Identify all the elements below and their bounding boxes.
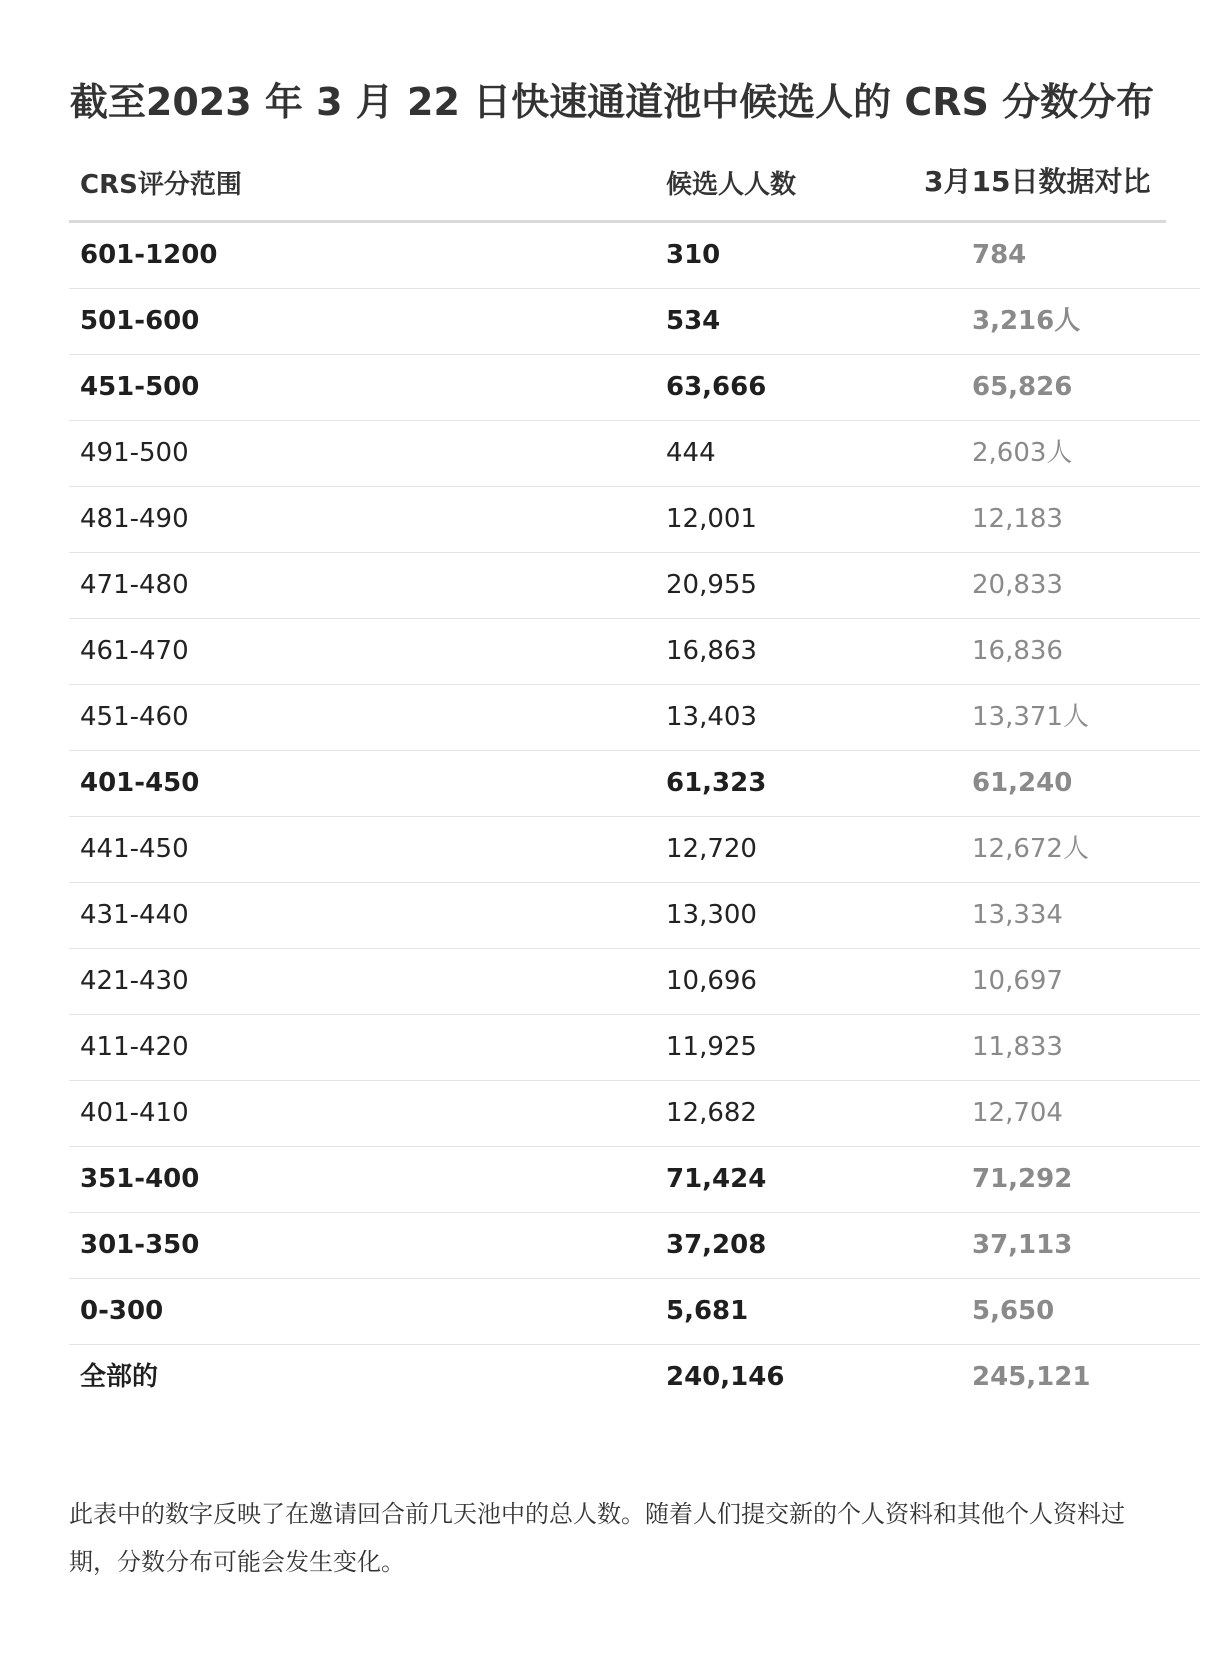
cell-march15-compare: 11,833: [972, 1032, 1063, 1062]
cell-score-range: 491-500: [80, 438, 189, 468]
cell-march15-compare: 245,121: [972, 1362, 1091, 1392]
cell-candidate-count: 310: [666, 240, 721, 270]
header-score-range: CRS评分范围: [80, 170, 242, 200]
cell-score-range: 421-430: [80, 966, 189, 996]
cell-score-range: 431-440: [80, 900, 189, 930]
cell-march15-compare: 71,292: [972, 1164, 1073, 1194]
cell-score-range: 401-410: [80, 1098, 189, 1128]
table-row: [69, 553, 1200, 619]
table-row: [69, 1279, 1200, 1345]
table-row: [69, 685, 1200, 751]
cell-candidate-count: 61,323: [666, 768, 767, 798]
cell-march15-compare: 12,704: [972, 1098, 1063, 1128]
table-row: [69, 751, 1200, 817]
cell-march15-compare: 37,113: [972, 1230, 1073, 1260]
table-row: [69, 487, 1200, 553]
cell-candidate-count: 5,681: [666, 1296, 749, 1326]
table-body: [69, 223, 1200, 1410]
cell-score-range: 411-420: [80, 1032, 189, 1062]
cell-candidate-count: 11,925: [666, 1032, 757, 1062]
cell-candidate-count: 16,863: [666, 636, 757, 666]
cell-candidate-count: 12,001: [666, 504, 757, 534]
cell-candidate-count: 12,682: [666, 1098, 757, 1128]
cell-candidate-count: 13,300: [666, 900, 757, 930]
cell-march15-compare: 10,697: [972, 966, 1063, 996]
cell-candidate-count: 534: [666, 306, 721, 336]
cell-candidate-count: 13,403: [666, 702, 757, 732]
cell-score-range: 301-350: [80, 1230, 200, 1260]
table-footnote: 此表中的数字反映了在邀请回合前几天池中的总人数。随着人们提交新的个人资料和其他个人资料过期，分数分布可能会发生变化。: [69, 1500, 1125, 1576]
cell-score-range: 451-500: [80, 372, 200, 402]
table-row: [69, 223, 1200, 289]
cell-march15-compare: 65,826: [972, 372, 1073, 402]
cell-march15-compare: 16,836: [972, 636, 1063, 666]
page-title: 截至2023 年 3 月 22 日快速通道池中候选人的 CRS 分数分布: [69, 80, 1155, 124]
cell-score-range: 全部的: [80, 1362, 159, 1392]
cell-candidate-count: 10,696: [666, 966, 757, 996]
cell-march15-compare: 784: [972, 240, 1027, 270]
header-march15-compare: 3月15日数据对比: [924, 165, 1151, 198]
cell-candidate-count: 12,720: [666, 834, 757, 864]
cell-march15-compare: 13,371人: [972, 702, 1089, 732]
cell-march15-compare: 2,603人: [972, 438, 1073, 468]
table-row: [69, 883, 1200, 949]
cell-score-range: 461-470: [80, 636, 189, 666]
table-row: [69, 421, 1200, 487]
cell-march15-compare: 12,183: [972, 504, 1063, 534]
cell-score-range: 351-400: [80, 1164, 200, 1194]
cell-score-range: 0-300: [80, 1296, 164, 1326]
table-row: [69, 1345, 1200, 1410]
cell-score-range: 401-450: [80, 768, 200, 798]
header-candidate-count: 候选人人数: [666, 170, 797, 200]
cell-score-range: 441-450: [80, 834, 189, 864]
table-row: [69, 1147, 1200, 1213]
crs-distribution-table: [69, 152, 1200, 1410]
cell-candidate-count: 37,208: [666, 1230, 767, 1260]
cell-march15-compare: 20,833: [972, 570, 1063, 600]
table-row: [69, 289, 1200, 355]
cell-march15-compare: 61,240: [972, 768, 1073, 798]
cell-candidate-count: 444: [666, 438, 716, 468]
cell-candidate-count: 63,666: [666, 372, 767, 402]
cell-march15-compare: 12,672人: [972, 834, 1089, 864]
cell-candidate-count: 240,146: [666, 1362, 785, 1392]
cell-score-range: 601-1200: [80, 240, 218, 270]
cell-march15-compare: 13,334: [972, 900, 1063, 930]
cell-candidate-count: 71,424: [666, 1164, 767, 1194]
cell-score-range: 481-490: [80, 504, 189, 534]
table-row: [69, 1213, 1200, 1279]
cell-score-range: 501-600: [80, 306, 200, 336]
table-row: [69, 619, 1200, 685]
cell-score-range: 471-480: [80, 570, 189, 600]
table-row: [69, 949, 1200, 1015]
table-header-row: [69, 152, 1166, 223]
cell-march15-compare: 5,650: [972, 1296, 1055, 1326]
table-row: [69, 1015, 1200, 1081]
cell-candidate-count: 20,955: [666, 570, 757, 600]
cell-score-range: 451-460: [80, 702, 189, 732]
table-row: [69, 817, 1200, 883]
table-row: [69, 1081, 1200, 1147]
cell-march15-compare: 3,216人: [972, 306, 1081, 336]
table-row: [69, 355, 1200, 421]
